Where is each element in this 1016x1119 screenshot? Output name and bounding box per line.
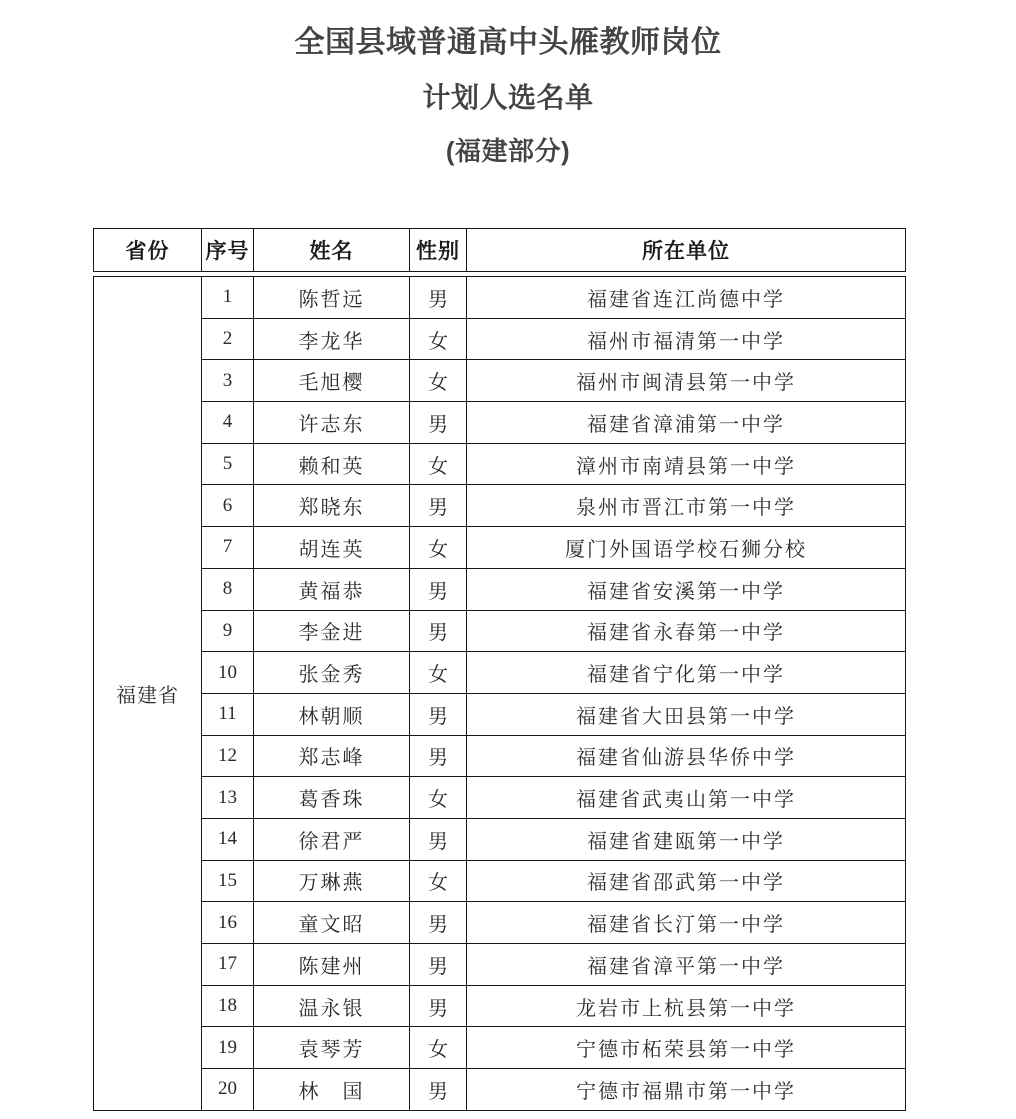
table-row: [94, 610, 906, 652]
row-unit-cell: 福建省大田县第一中学: [467, 693, 906, 735]
row-unit-cell: 漳州市南靖县第一中学: [467, 443, 906, 485]
row-index-cell: 3: [202, 360, 254, 402]
row-unit-cell: 厦门外国语学校石狮分校: [467, 527, 906, 569]
table-header: [93, 228, 906, 272]
row-index-cell: 20: [202, 1069, 254, 1111]
row-gender-cell: 女: [410, 318, 467, 360]
row-index-cell: 6: [202, 485, 254, 527]
row-name-cell: 温永银: [254, 985, 410, 1027]
row-gender-cell: 男: [410, 610, 467, 652]
row-index-cell: 7: [202, 527, 254, 569]
column-header-index: 序号: [202, 229, 254, 272]
row-gender-cell: 女: [410, 360, 467, 402]
table-row: [94, 652, 906, 694]
row-name-cell: 林 国: [254, 1069, 410, 1111]
row-index-cell: 8: [202, 568, 254, 610]
row-index-cell: 5: [202, 443, 254, 485]
row-unit-cell: 福建省仙游县华侨中学: [467, 735, 906, 777]
row-name-cell: 毛旭樱: [254, 360, 410, 402]
row-gender-cell: 男: [410, 902, 467, 944]
row-name-cell: 林朝顺: [254, 693, 410, 735]
row-gender-cell: 女: [410, 860, 467, 902]
row-index-cell: 11: [202, 693, 254, 735]
row-gender-cell: 男: [410, 693, 467, 735]
row-name-cell: 李龙华: [254, 318, 410, 360]
row-unit-cell: 福建省漳浦第一中学: [467, 402, 906, 444]
table-row: [94, 818, 906, 860]
table-header-row: [94, 229, 906, 272]
row-index-cell: 19: [202, 1027, 254, 1069]
document-title: [0, 0, 1016, 170]
row-name-cell: 许志东: [254, 402, 410, 444]
table-row: [94, 360, 906, 402]
table-row: [94, 402, 906, 444]
table-row: [94, 985, 906, 1027]
column-header-unit: 所在单位: [467, 229, 906, 272]
column-header-name: 姓名: [254, 229, 410, 272]
row-unit-cell: 福建省建瓯第一中学: [467, 818, 906, 860]
row-name-cell: 袁琴芳: [254, 1027, 410, 1069]
row-index-cell: 14: [202, 818, 254, 860]
table-row: [94, 485, 906, 527]
table-row: [94, 1069, 906, 1111]
column-header-province: 省份: [94, 229, 202, 272]
row-unit-cell: 福建省邵武第一中学: [467, 860, 906, 902]
row-index-cell: 18: [202, 985, 254, 1027]
row-name-cell: 郑晓东: [254, 485, 410, 527]
table-row: [94, 318, 906, 360]
row-name-cell: 陈哲远: [254, 277, 410, 319]
table-row: [94, 777, 906, 819]
row-unit-cell: 福建省连江尚德中学: [467, 277, 906, 319]
row-index-cell: 16: [202, 902, 254, 944]
row-unit-cell: 宁德市福鼎市第一中学: [467, 1069, 906, 1111]
row-unit-cell: 福州市闽清县第一中学: [467, 360, 906, 402]
row-unit-cell: 福州市福清第一中学: [467, 318, 906, 360]
row-index-cell: 13: [202, 777, 254, 819]
table-row: [94, 860, 906, 902]
row-gender-cell: 女: [410, 443, 467, 485]
column-header-gender: 性别: [410, 229, 467, 272]
row-gender-cell: 男: [410, 1069, 467, 1111]
row-index-cell: 1: [202, 277, 254, 319]
row-name-cell: 胡连英: [254, 527, 410, 569]
row-gender-cell: 男: [410, 485, 467, 527]
row-name-cell: 张金秀: [254, 652, 410, 694]
table-row: [94, 1027, 906, 1069]
row-gender-cell: 男: [410, 402, 467, 444]
row-unit-cell: 福建省长汀第一中学: [467, 902, 906, 944]
title-line-1: 全国县域普通高中头雁教师岗位: [294, 26, 722, 59]
table-row: [94, 693, 906, 735]
row-index-cell: 12: [202, 735, 254, 777]
row-unit-cell: 泉州市晋江市第一中学: [467, 485, 906, 527]
row-index-cell: 4: [202, 402, 254, 444]
row-gender-cell: 男: [410, 735, 467, 777]
row-index-cell: 10: [202, 652, 254, 694]
row-gender-cell: 男: [410, 944, 467, 986]
row-index-cell: 17: [202, 944, 254, 986]
row-gender-cell: 男: [410, 277, 467, 319]
row-name-cell: 徐君严: [254, 818, 410, 860]
row-name-cell: 童文昭: [254, 902, 410, 944]
table-row: [94, 902, 906, 944]
title-line-2: 计划人选名单: [422, 82, 594, 113]
row-unit-cell: 福建省安溪第一中学: [467, 568, 906, 610]
row-name-cell: 葛香珠: [254, 777, 410, 819]
row-gender-cell: 男: [410, 568, 467, 610]
province-cell: 福建省: [94, 277, 202, 1111]
candidate-list-table: [93, 228, 905, 1111]
table-row: [94, 944, 906, 986]
row-gender-cell: 女: [410, 527, 467, 569]
title-line-3: (福建部分): [445, 136, 571, 166]
table-row: [94, 277, 906, 319]
row-name-cell: 李金进: [254, 610, 410, 652]
row-gender-cell: 女: [410, 777, 467, 819]
row-unit-cell: 宁德市柘荣县第一中学: [467, 1027, 906, 1069]
row-gender-cell: 男: [410, 985, 467, 1027]
row-gender-cell: 女: [410, 1027, 467, 1069]
row-index-cell: 15: [202, 860, 254, 902]
table-body: [93, 276, 906, 1111]
row-name-cell: 郑志峰: [254, 735, 410, 777]
table-row: [94, 527, 906, 569]
row-name-cell: 黄福恭: [254, 568, 410, 610]
table-row: [94, 568, 906, 610]
row-unit-cell: 龙岩市上杭县第一中学: [467, 985, 906, 1027]
row-unit-cell: 福建省宁化第一中学: [467, 652, 906, 694]
row-index-cell: 2: [202, 318, 254, 360]
row-index-cell: 9: [202, 610, 254, 652]
row-unit-cell: 福建省永春第一中学: [467, 610, 906, 652]
row-unit-cell: 福建省武夷山第一中学: [467, 777, 906, 819]
table-row: [94, 735, 906, 777]
row-unit-cell: 福建省漳平第一中学: [467, 944, 906, 986]
row-gender-cell: 女: [410, 652, 467, 694]
row-name-cell: 万琳燕: [254, 860, 410, 902]
table-row: [94, 443, 906, 485]
row-name-cell: 赖和英: [254, 443, 410, 485]
row-gender-cell: 男: [410, 818, 467, 860]
row-name-cell: 陈建州: [254, 944, 410, 986]
